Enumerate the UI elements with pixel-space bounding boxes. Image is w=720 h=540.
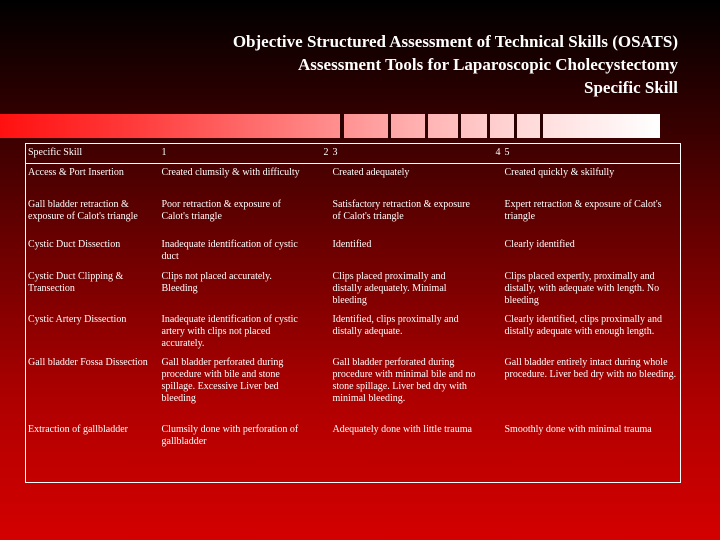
score-1-cell: Created clumsily & with difficulty — [161, 167, 300, 178]
header-score-4: 4 — [479, 144, 503, 164]
score-3-cell: Identified — [332, 238, 372, 250]
score-1-cell: Clips not placed accurately. Bleeding — [161, 270, 272, 294]
score-5-cell: Expert retraction & exposure of Calot's triangle — [503, 196, 681, 236]
skill-cell: Gall bladder retraction & exposure of Calot's triangle — [26, 196, 160, 236]
stripe-gap — [458, 114, 461, 138]
score-3-cell: Adequately done with little trauma — [331, 421, 479, 483]
stripe-gap — [540, 114, 543, 138]
skill-cell: Cystic Duct Dissection — [26, 236, 160, 268]
skill-cell: Gall bladder Fossa Dissection — [26, 354, 160, 421]
skill-cell: Cystic Artery Dissection — [26, 311, 160, 354]
score-1-cell: Gall bladder perforated during procedure with bile and stone spillage. Excessive Liver bed bleeding — [161, 356, 284, 404]
header-specific-skill: Specific Skill — [26, 144, 160, 164]
title-line-1: Objective Structured Assessment of Technical Skills (OSATS) — [232, 32, 678, 51]
title-line-3: Specific Skill — [584, 78, 678, 97]
score-3-cell: Clips placed proximally and distally adequately. Minimal bleeding — [332, 270, 447, 306]
stripe-gap — [340, 114, 344, 138]
table-row — [26, 354, 681, 421]
osats-table — [25, 143, 681, 483]
slide-title — [58, 30, 678, 99]
decorative-gradient-stripe — [0, 114, 660, 138]
score-1-cell: Clumsily done with perforation of gallbladder — [160, 421, 307, 483]
score-3-cell: Created adequately — [332, 167, 410, 178]
header-score-2: 2 — [307, 144, 331, 164]
score-5-cell: Created quickly & skilfully — [503, 164, 681, 196]
table-row — [26, 196, 681, 236]
skill-cell: Access & Port Insertion — [26, 164, 160, 196]
header-score-1: 1 — [160, 144, 307, 164]
score-3-cell: Satisfactory retraction & exposure of Calot's triangle — [332, 198, 470, 222]
score-1-cell: Inadequate identification of cystic duct — [161, 238, 298, 262]
score-3-cell: Identified, clips proximally and distally adequate. — [332, 313, 459, 337]
table-row — [26, 164, 681, 196]
score-5-cell: Clearly identified, clips proximally and distally adequate with enough length. — [503, 311, 681, 354]
skill-cell: Extraction of gallbladder — [26, 421, 160, 483]
skill-cell: Cystic Duct Clipping & Transection — [26, 268, 160, 311]
table-row — [26, 236, 681, 268]
table-row — [26, 421, 681, 483]
score-5-cell: Clearly identified — [503, 236, 681, 268]
header-score-5: 5 — [503, 144, 681, 164]
score-5-cell: Gall bladder entirely intact during whole procedure. Liver bed dry with no bleeding. — [503, 354, 681, 421]
table-row — [26, 268, 681, 311]
score-1-cell: Inadequate identification of cystic artery with clips not placed accurately. — [161, 313, 298, 349]
score-5-cell: Clips placed expertly, proximally and distally, with adequate with length. No bleeding — [503, 268, 681, 311]
header-score-3: 3 — [331, 144, 479, 164]
score-3-cell: Gall bladder perforated during procedure with minimal bile and no stone spillage. Liver bed dry with minimal bleeding. — [332, 356, 476, 404]
table-row — [26, 311, 681, 354]
stripe-gap — [487, 114, 490, 138]
stripe-gap — [514, 114, 517, 138]
stripe-gap — [425, 114, 428, 138]
title-line-2: Assessment Tools for Laparoscopic Cholecystectomy — [298, 55, 678, 74]
score-1-cell: Poor retraction & exposure of Calot's triangle — [161, 198, 281, 222]
stripe-gap — [388, 114, 391, 138]
table-header-row — [26, 144, 681, 164]
score-5-cell: Smoothly done with minimal trauma — [503, 421, 681, 483]
